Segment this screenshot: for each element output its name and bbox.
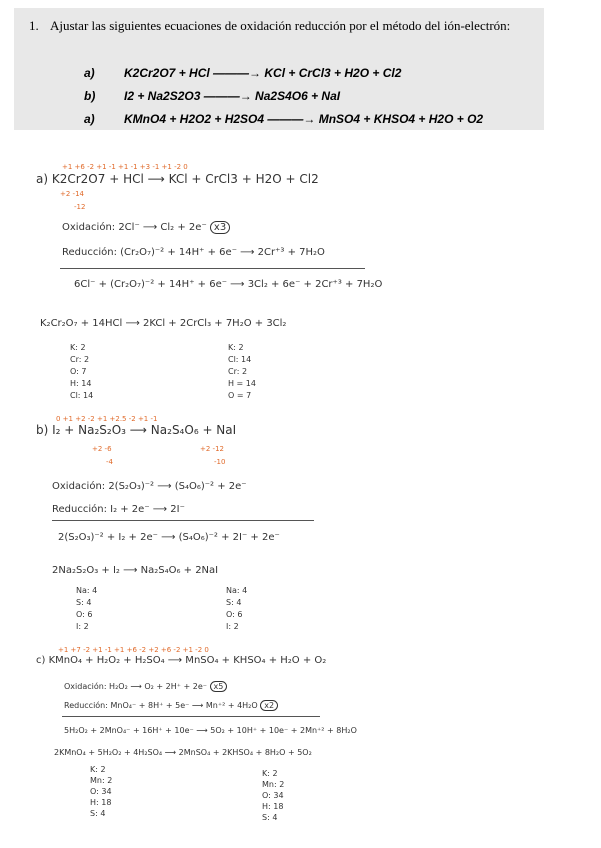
part-b-sum: 2(S₂O₃)⁻² + I₂ + 2e⁻ ⟶ (S₄O₆)⁻² + 2I⁻ + 2e⁻ (58, 532, 280, 543)
factor-badge: x3 (210, 221, 230, 234)
equation-c: KMnO4 + H2O2 + H2SO4 ———→ MnSO4 + KHSO4 + H2O + O2 (124, 112, 484, 126)
part-a-sum: 6Cl⁻ + (Cr₂O₇)⁻² + 14H⁺ + 6e⁻ ⟶ 3Cl₂ + 6e⁻ + 2Cr⁺³ + 7H₂O (74, 279, 383, 290)
part-c-reduction: Reducción: MnO₄⁻ + 8H⁺ + 5e⁻ ⟶ Mn⁺² + 4H₂O x2 (64, 700, 278, 711)
part-b-count-left: Na: 4 S: 4 O: 6 I: 2 (76, 586, 98, 631)
equation-b: I2 + Na2S2O3 ———→ Na2S4O6 + NaI (124, 89, 341, 103)
part-c-balanced: 2KMnO₄ + 5H₂O₂ + 4H₂SO₄ ⟶ 2MnSO₄ + 2KHSO₄ + 8H₂O + 5O₂ (54, 748, 312, 757)
part-a-equation: a) K2Cr2O7 + HCl ⟶ KCl + CrCl3 + H2O + Cl2 (36, 172, 319, 186)
part-b-charge-total-right: -10 (214, 458, 226, 466)
equation-label-b: b) (84, 89, 96, 103)
part-a-balanced: K₂Cr₂O₇ + 14HCl ⟶ 2KCl + 2CrCl₃ + 7H₂O + 3Cl₂ (40, 318, 287, 329)
part-b-oxidation-numbers: 0 +1 +2 -2 +1 +2.5 -2 +1 -1 (56, 415, 158, 423)
part-c-oxidation-numbers: +1 +7 -2 +1 -1 +1 +6 -2 +2 +6 -2 +1 -2 0 (58, 646, 209, 654)
part-c-count-right: K: 2 Mn: 2 O: 34 H: 18 S: 4 (262, 769, 285, 822)
part-c-sum: 5H₂O₂ + 2MnO₄⁻ + 16H⁺ + 10e⁻ ⟶ 5O₂ + 10H⁺ + 10e⁻ + 2Mn⁺² + 8H₂O (64, 726, 357, 735)
divider (52, 520, 314, 521)
factor-badge: x5 (210, 681, 228, 692)
part-b-charge-total-left: -4 (106, 458, 113, 466)
part-b-count-right: Na: 4 S: 4 O: 6 I: 2 (226, 586, 248, 631)
part-b-charge-sums-right: +2 -12 (200, 445, 224, 453)
part-a-count-right: K: 2 Cl: 14 Cr: 2 H = 14 O = 7 (228, 343, 256, 400)
part-a-charge-total: -12 (74, 203, 86, 211)
part-a-oxidation: Oxidación: 2Cl⁻ ⟶ Cl₂ + 2e⁻ x3 (62, 221, 230, 234)
divider (62, 716, 320, 717)
part-a-count-left: K: 2 Cr: 2 O: 7 H: 14 Cl: 14 (70, 343, 94, 400)
part-a-reduction: Reducción: (Cr₂O₇)⁻² + 14H⁺ + 6e⁻ ⟶ 2Cr⁺³ + 7H₂O (62, 247, 325, 258)
part-a-oxidation-numbers: +1 +6 -2 +1 -1 +1 -1 +3 -1 +1 -2 0 (62, 163, 188, 171)
part-b-balanced: 2Na₂S₂O₃ + I₂ ⟶ Na₂S₄O₆ + 2NaI (52, 565, 219, 576)
question-text: Ajustar las siguientes ecuaciones de oxidación reducción por el método del ión-electrón: (50, 18, 511, 33)
part-b-oxidation: Oxidación: 2(S₂O₃)⁻² ⟶ (S₄O₆)⁻² + 2e⁻ (52, 481, 247, 492)
part-a-charge-sums: +2 -14 (60, 190, 84, 198)
factor-badge: x2 (260, 700, 278, 711)
part-c-oxidation: Oxidación: H₂O₂ ⟶ O₂ + 2H⁺ + 2e⁻ x5 (64, 681, 227, 692)
divider (60, 268, 365, 269)
question-number: 1. (29, 18, 39, 33)
part-b-charge-sums-left: +2 -6 (92, 445, 112, 453)
part-b-equation: b) I₂ + Na₂S₂O₃ ⟶ Na₂S₄O₆ + NaI (36, 423, 237, 437)
equation-label-a: a) (84, 66, 95, 80)
question-box (14, 8, 544, 130)
equation-a: K2Cr2O7 + HCl ———→ KCl + CrCl3 + H2O + Cl2 (124, 66, 402, 80)
part-b-reduction: Reducción: I₂ + 2e⁻ ⟶ 2I⁻ (52, 504, 185, 515)
part-c-count-left: K: 2 Mn: 2 O: 34 H: 18 S: 4 (90, 765, 113, 818)
part-c-equation: c) KMnO₄ + H₂O₂ + H₂SO₄ ⟶ MnSO₄ + KHSO₄ + H₂O + O₂ (36, 655, 327, 666)
equation-label-c: a) (84, 112, 95, 126)
